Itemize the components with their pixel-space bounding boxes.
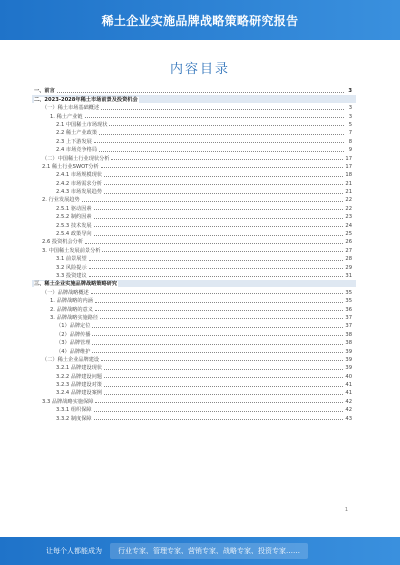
toc-entry-label: 三、稀土企业实施品牌战略策略研究	[34, 281, 118, 288]
toc-entry-page: 39	[345, 348, 352, 355]
toc-entry[interactable]	[34, 237, 352, 245]
toc-entry[interactable]	[34, 187, 352, 195]
toc-dot-leader	[92, 335, 343, 336]
toc-entry[interactable]	[34, 254, 352, 262]
toc-entry[interactable]	[34, 313, 352, 321]
toc-entry[interactable]	[34, 321, 352, 329]
toc-entry[interactable]	[34, 380, 352, 388]
toc-entry-label: 2.2 稀土产业政策	[34, 130, 98, 136]
toc-entry-label: 3.2 风险提示	[34, 265, 88, 271]
toc-dot-leader	[99, 134, 344, 135]
toc-entry-label: 3.3.1 组织保障	[34, 407, 93, 413]
toc-entry-page: 35	[345, 289, 352, 296]
toc-entry-label: （2）品牌传播	[34, 332, 91, 338]
toc-entry[interactable]	[34, 203, 352, 211]
toc-entry-page: 39	[345, 356, 352, 363]
toc-entry-page: 28	[345, 256, 352, 263]
toc-entry-label: 3.1 前景展望	[34, 256, 88, 262]
toc-dot-leader	[101, 109, 344, 110]
toc-entry-page: 3	[345, 105, 352, 111]
toc-dot-leader	[94, 235, 344, 236]
toc-dot-leader	[95, 310, 343, 311]
toc-entry-page: 17	[345, 155, 352, 162]
toc-entry[interactable]	[34, 86, 352, 94]
toc-dot-leader	[104, 394, 343, 395]
toc-entry[interactable]	[34, 103, 352, 111]
toc-entry-page: 40	[345, 373, 352, 380]
toc-entry-label: 3. 中国稀土发展前景分析	[34, 248, 101, 254]
toc-entry-label: 2.5.2 制约因素	[34, 214, 93, 220]
toc-dot-leader	[95, 302, 343, 303]
toc-entry-page: 38	[345, 340, 352, 347]
toc-entry-page: 36	[345, 306, 352, 313]
toc-dot-leader	[89, 268, 344, 269]
toc-entry-label: 2. 行业发展趋势	[34, 197, 81, 203]
footer-tagline: 行业专家、管理专家、营销专家、战略专家、投资专家……	[110, 543, 308, 559]
toc-entry-page: 38	[345, 331, 352, 338]
toc-entry-label: 2.5.1 驱动因素	[34, 206, 93, 212]
toc-entry-page: 21	[345, 180, 352, 187]
toc-entry-page: 43	[345, 415, 352, 422]
toc-entry-page: 9	[345, 147, 352, 153]
toc-entry-label: 2.5.3 技术发展	[34, 223, 93, 229]
toc-entry-label: （4）品牌维护	[34, 349, 91, 355]
toc-heading: 内容目录	[169, 62, 230, 77]
toc-entry-page: 37	[345, 314, 352, 321]
toc-entry[interactable]	[34, 371, 352, 379]
toc-dot-leader	[57, 92, 344, 93]
toc-entry[interactable]	[34, 120, 352, 128]
toc-entry[interactable]	[34, 338, 352, 346]
toc-entry[interactable]	[34, 162, 352, 170]
toc-dot-leader	[92, 327, 343, 328]
toc-entry-page: 7	[345, 130, 352, 136]
toc-entry-label: （一）品牌战略概述	[34, 290, 90, 296]
toc-entry-page: 21	[345, 189, 352, 196]
toc-entry[interactable]	[34, 145, 352, 153]
toc-entry-page: 41	[345, 390, 352, 397]
toc-entry-page: 22	[345, 197, 352, 204]
toc-entry-page: 25	[345, 231, 352, 238]
toc-entry-page: 17	[345, 163, 352, 170]
toc-entry-label: 2.6 投资机会分析	[34, 239, 84, 245]
toc-dot-leader	[100, 318, 343, 319]
toc-dot-leader	[82, 201, 344, 202]
toc-entry-label: 3.2.3 品牌建设对策	[34, 382, 103, 388]
toc-entry-page: 26	[345, 239, 352, 246]
toc-entry-page: 22	[345, 205, 352, 212]
toc-dot-leader	[111, 159, 343, 160]
toc-entry[interactable]	[34, 262, 352, 270]
toc-dot-leader	[104, 377, 343, 378]
toc-entry-label: 一、前言	[34, 88, 55, 95]
toc-entry[interactable]	[34, 153, 352, 161]
report-header	[0, 0, 400, 40]
toc-entry[interactable]	[34, 245, 352, 253]
toc-entry-label: 1. 品牌战略的内涵	[34, 298, 94, 304]
toc-entry-label: 2.4.2 市场需求分析	[34, 181, 103, 187]
toc-entry-label: 3.2.4 品牌建设案例	[34, 390, 103, 396]
toc-dot-leader	[92, 344, 343, 345]
toc-entry[interactable]	[34, 346, 352, 354]
toc-entry-page: 24	[345, 222, 352, 229]
toc-entry[interactable]	[34, 271, 352, 279]
toc-entry-page: 29	[345, 264, 352, 271]
toc-entry-label: （1）品牌定位	[34, 323, 91, 329]
toc-entry[interactable]	[34, 279, 352, 287]
toc-dot-leader	[94, 411, 344, 412]
toc-entry-page: 27	[345, 247, 352, 254]
toc-entry[interactable]	[34, 413, 352, 421]
toc-entry-page: 8	[345, 139, 352, 145]
toc-entry[interactable]	[34, 396, 352, 404]
toc-entry-page: 23	[345, 214, 352, 221]
toc-entry[interactable]	[34, 229, 352, 237]
toc-dot-leader	[104, 386, 343, 387]
toc-dot-leader	[109, 125, 344, 126]
toc-entry-label: 2.1 中国稀土市场现状	[34, 122, 108, 128]
toc-entry-page: 42	[345, 398, 352, 405]
toc-dot-leader	[101, 167, 344, 168]
toc-dot-leader	[85, 117, 344, 118]
toc-dot-leader	[92, 352, 343, 353]
toc-entry[interactable]	[34, 355, 352, 363]
toc-entry-label: （3）品牌管理	[34, 340, 91, 346]
toc-dot-leader	[94, 142, 344, 143]
toc-entry-label: 2.1 稀土行业SWOT分析	[34, 164, 100, 170]
toc-dot-leader	[94, 209, 344, 210]
toc-entry[interactable]	[34, 178, 352, 186]
toc-entry[interactable]	[34, 405, 352, 413]
toc-dot-leader	[102, 251, 343, 252]
toc-entry-label: （一）稀土市场基础概述	[34, 105, 100, 111]
toc-dot-leader	[104, 193, 343, 194]
toc-entry-page: 39	[345, 365, 352, 372]
toc-entry[interactable]	[34, 136, 352, 144]
toc-entry[interactable]	[34, 111, 352, 119]
toc-entry-page: 3	[345, 114, 352, 120]
toc-entry-label: （二）中国稀土行业现状分析	[34, 156, 110, 162]
toc-entry[interactable]	[34, 220, 352, 228]
toc-entry-label: 3.3 投资建议	[34, 273, 88, 279]
toc-entry-label: 2.5.4 政策导向	[34, 231, 93, 237]
toc-entry-label: 3.2.2 品牌建设问题	[34, 374, 103, 380]
footer-slogan: 让每个人都能成为	[46, 547, 102, 555]
report-footer	[0, 537, 400, 565]
toc-dot-leader	[89, 260, 344, 261]
page-number: 1	[344, 507, 348, 513]
toc-entry[interactable]	[34, 388, 352, 396]
toc-entry-label: 3.3 品牌战略实施保障	[34, 399, 94, 405]
toc-entry[interactable]	[34, 94, 352, 102]
toc-dot-leader	[94, 419, 344, 420]
toc-entry-label: 2. 品牌战略的意义	[34, 307, 94, 313]
toc-entry-page: 42	[345, 407, 352, 414]
toc-entry-page: 3	[345, 88, 352, 94]
toc-entry-page: 18	[345, 172, 352, 179]
toc-entry[interactable]	[34, 170, 352, 178]
toc-dot-leader	[104, 184, 343, 185]
toc-entry-page: 37	[345, 323, 352, 330]
toc-entry[interactable]	[34, 212, 352, 220]
toc-dot-leader	[104, 369, 343, 370]
toc-dot-leader	[85, 243, 343, 244]
toc-entry[interactable]	[34, 363, 352, 371]
toc-entry[interactable]	[34, 128, 352, 136]
table-of-contents	[34, 86, 352, 422]
toc-dot-leader	[101, 360, 343, 361]
toc-entry-label: 2.4 市场竞争格局	[34, 147, 98, 153]
toc-dot-leader	[89, 276, 344, 277]
toc-entry-label: 3.2.1 品牌建设现状	[34, 365, 103, 371]
toc-entry-label: 二、2023-2028年稀土市场前景及投资机会	[34, 96, 138, 103]
toc-dot-leader	[95, 402, 343, 403]
report-title: 稀土企业实施品牌战略策略研究报告	[101, 13, 299, 28]
toc-entry-label: 1. 稀土产业链	[34, 114, 84, 120]
toc-dot-leader	[104, 176, 343, 177]
toc-dot-leader	[99, 151, 344, 152]
toc-entry[interactable]	[34, 287, 352, 295]
toc-entry[interactable]	[34, 296, 352, 304]
toc-entry-label: 2.3 上下游发展	[34, 139, 93, 145]
toc-entry-page: 31	[345, 272, 352, 279]
toc-dot-leader	[94, 226, 344, 227]
toc-entry-label: 2.4.1 市场规模现状	[34, 172, 103, 178]
toc-dot-leader	[94, 218, 344, 219]
toc-entry[interactable]	[34, 195, 352, 203]
toc-dot-leader	[91, 293, 344, 294]
toc-entry-label: 3. 品牌战略实施路径	[34, 315, 99, 321]
toc-entry[interactable]	[34, 329, 352, 337]
toc-entry-label: （二）稀土企业品牌建设	[34, 357, 100, 363]
toc-entry-label: 3.3.2 制度保障	[34, 416, 93, 422]
toc-entry-page: 35	[345, 298, 352, 305]
toc-entry-page: 5	[345, 122, 352, 128]
toc-entry-label: 2.4.3 市场发展趋势	[34, 189, 103, 195]
toc-entry[interactable]	[34, 304, 352, 312]
toc-entry-page: 41	[345, 382, 352, 389]
